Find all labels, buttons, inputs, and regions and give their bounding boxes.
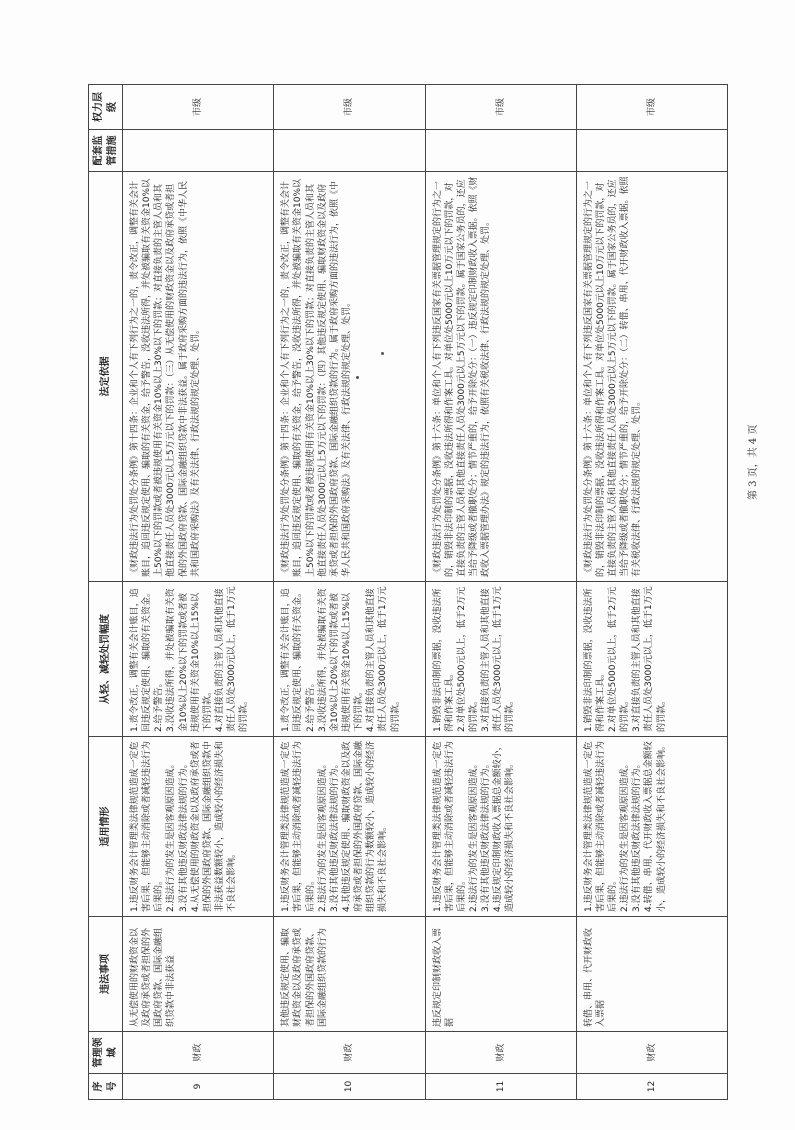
cell-penalty-line: 4.对直接负责的主管人员和其他直接责任人员处3000元以上，低于1万元的罚款。 bbox=[366, 586, 401, 732]
cell-field: 财政 bbox=[123, 1032, 274, 1074]
table-row bbox=[576, 85, 727, 1100]
table-row bbox=[123, 85, 274, 1100]
cell-scenario-line: 1.违反财务会计管理类法律规范造成一定危害后果，但能够主动消除或者减轻违法行为后果的。 bbox=[281, 740, 316, 912]
rotated-table-wrapper bbox=[88, 85, 728, 1100]
header-measures: 配套监管措施 bbox=[89, 130, 123, 172]
cell-scenario bbox=[274, 737, 425, 917]
cell-basis: 《财政违法行为处罚处分条例》第十六条：单位和个人有下列违反国家有关票据管理规定的行为之一的，销毁非法印制的票据，没收违法所得和作案工具。对单位处5000元以上10万元以下的罚款，对直接负责的主管人员和其他直接责任人员处3000元以上5万元以下的罚款。属于国家公务员的，还应当给予降级或者撤职处分；情节严重的，给予开除处分：（二）转借、串用、代开财政收入票据。依照有关税收法律、行政法规的规定处理、处罚。 bbox=[576, 172, 727, 582]
cell-item: 从无偿使用的财政资金以及政府承贷或者担保的外国政府贷款、国际金融组织贷款中非法获益 bbox=[123, 917, 274, 1032]
header-penalty: 从轻、减轻处罚幅度 bbox=[89, 582, 123, 737]
cell-penalty-line: 3.没收违法所得，并处被骗取有关资金10%以上20%以下的罚款或者被违规使用有关资金10%以上15%以下的罚款。 bbox=[317, 588, 365, 732]
cell-penalty-line: 2.对单位处5000元以上，低于2万元的罚款。 bbox=[608, 586, 631, 732]
cell-penalty-line: 1.销毁非法印制的票据，没收违法所得和作案工具。 bbox=[432, 588, 455, 732]
cell-scenario-line: 1.违反财务会计管理类法律规范造成一定危害后果，但能够主动消除或者减轻违法行为后果的。 bbox=[583, 740, 619, 912]
cell-scenario-line: 1.违反财务会计管理类法律规范造成一定危害后果，但能够主动消除或者减轻违法行为后果的。 bbox=[130, 740, 165, 912]
cell-measures bbox=[123, 130, 274, 172]
header-field: 管理领域 bbox=[89, 1032, 123, 1074]
cell-scenario bbox=[123, 737, 274, 917]
cell-penalty-line: 1.责令改正，调整有关会计账目，追回违反规定使用、骗取的有关资金。 bbox=[130, 587, 153, 732]
cell-penalty-line: 3.没收违法所得，并处被骗取有关资金10%以上20%以下的罚款或者被违规使用有关资金10%以上15%以下的罚款。 bbox=[166, 588, 213, 732]
cell-scenario-line: 3.没有其他违反财政法律法规的行为。 bbox=[329, 759, 340, 912]
cell-penalty bbox=[576, 582, 727, 737]
table-row bbox=[425, 85, 576, 1100]
cell-penalty-line: 3.对直接负责的主管人员和其他直接责任人员处3000元以上，低于1万元的罚款。 bbox=[632, 586, 667, 732]
header-basis: 法定依据 bbox=[89, 172, 123, 582]
cell-penalty-line: 3.对直接负责的主管人员和其他直接责任人员处3000元以上，低于1万元的罚款。 bbox=[481, 586, 516, 732]
cell-basis: 《财政违法行为处罚处分条例》第十四条：企业和个人有下列行为之一的，责令改正，调整有关会计账目，追回违反规定使用、骗取的有关资金，给予警告，没收违法所得，并处被骗取有关资金10%以上50%以下的罚款或者被违规使用有关资金10%以上30%以下的罚款；对直接负责的主管人员和其他直接责任人员处3000元以上5万元以下的罚款：（三）从无偿使用的财政资金以及政府承贷或者担保的外国政府贷款、国际金融组织贷款中非法获益。属于政府采购方面的违法行为，依照《中华人民共和国政府采购法》及有关法律、行政法规的规定处理、处罚。 bbox=[123, 172, 274, 582]
cell-seq: 9 bbox=[123, 1074, 274, 1100]
header-level: 权力层级 bbox=[89, 85, 123, 130]
cell-measures bbox=[576, 130, 727, 172]
cell-field: 财政 bbox=[425, 1032, 576, 1074]
cell-penalty-line: 1.销毁非法印制的票据，没收违法所得和作案工具。 bbox=[583, 588, 606, 732]
header-seq: 序号 bbox=[89, 1074, 123, 1100]
cell-penalty-line: 4.对直接负责的主管人员和其他直接责任人员处3000元以上，低于1万元的罚款。 bbox=[214, 586, 250, 732]
cell-level: 市级 bbox=[425, 85, 576, 130]
cell-measures bbox=[274, 130, 425, 172]
header-row bbox=[89, 85, 123, 1100]
cell-level: 市级 bbox=[123, 85, 274, 130]
cell-level: 市级 bbox=[576, 85, 727, 130]
cell-basis: 《财政违法行为处罚处分条例》第十四条：企业和个人有下列行为之一的，责令改正，调整有关会计账目，追回违反规定使用、骗取的有关资金，给予警告，没收违法所得，并处被骗取有关资金10%以上50%以下的罚款或者被违规使用有关资金10%以上30%以下的罚款；对直接负责的主管人员和其他直接责任人员处3000元以上5万元以下的罚款：（四）其他违反规定使用、骗取财政资金以及政府承贷或者担保的外国政府贷款、国际金融组织贷款的行为。属于政府采购方面的违法行为，依照《中华人民共和国政府采购法》及有关法律、行政法规的规定处理、处罚。 bbox=[274, 172, 425, 582]
cell-item: 其他违反规定使用、骗取财政资金以及政府承贷或者担保的外国政府贷款、国际金融组织贷款的行为 bbox=[274, 917, 425, 1032]
cell-scenario-line: 1.违反财务会计管理类法律规范造成一定危害后果，但能够主动消除或者减轻违法行为后果的。 bbox=[432, 740, 467, 912]
cell-penalty-line: 2.给予警告。 bbox=[154, 678, 165, 732]
cell-penalty-line: 1.责令改正，调整有关会计账目，追回违反规定使用、骗取的有关资金。 bbox=[281, 587, 304, 732]
cell-scenario-line: 3.没有其他违反财政法律法规的行为。 bbox=[178, 759, 189, 912]
cell-penalty-line: 2.对单位处5000元以上，低于2万元的罚款。 bbox=[456, 586, 479, 732]
penalty-table bbox=[88, 84, 728, 1100]
cell-seq: 12 bbox=[576, 1074, 727, 1100]
cell-scenario bbox=[576, 737, 727, 917]
cell-item: 转借、串用、代开财政收入票据 bbox=[576, 917, 727, 1032]
cell-scenario-line: 4.其他违反规定使用、骗取财政资金以及政府承贷或者担保的外国政府贷款、国际金融组织贷款的行为数额较小，造成较小的经济损失和不良社会影响。 bbox=[341, 740, 389, 912]
cell-penalty bbox=[123, 582, 274, 737]
cell-scenario-line: 4.违反规定印制财政收入票据总金额较小，造成较小的经济损失和不良社会影响。 bbox=[493, 741, 516, 912]
cell-level: 市级 bbox=[274, 85, 425, 130]
cell-scenario-line: 2.违法行为的发生是因客观原因造成。 bbox=[317, 759, 328, 912]
cell-field: 财政 bbox=[274, 1032, 425, 1074]
cell-scenario-line: 4.从无偿使用的财政资金以及政府承贷或者担保的外国政府贷款、国际金融组织贷款中非法获益数额较小，造成较小的经济损失和不良社会影响。 bbox=[190, 740, 238, 912]
cell-measures bbox=[425, 130, 576, 172]
cell-seq: 11 bbox=[425, 1074, 576, 1100]
cell-seq: 10 bbox=[274, 1074, 425, 1100]
cell-scenario-line: 4.转借、串用、代开财政收入票据总金额较小，造成较小的经济损失和不良社会影响。 bbox=[644, 740, 667, 912]
page-footer: 第 3 页，共 4 页 bbox=[748, 424, 759, 500]
cell-item: 违反规定印制财政收入票据 bbox=[425, 917, 576, 1032]
cell-penalty-line: 2.给予警告。 bbox=[305, 678, 316, 732]
cell-scenario-line: 2.违法行为的发生是因客观原因造成。 bbox=[166, 759, 177, 912]
cell-field: 财政 bbox=[576, 1032, 727, 1074]
cell-scenario-line: 2.违法行为的发生是因客观原因造成。 bbox=[468, 759, 479, 912]
header-item: 违法事项 bbox=[89, 917, 123, 1032]
cell-scenario bbox=[425, 737, 576, 917]
table-row bbox=[274, 85, 425, 1100]
cell-penalty bbox=[274, 582, 425, 737]
cell-scenario-line: 3.没有其他违反财政法律法规的行为。 bbox=[481, 759, 492, 912]
cell-basis: 《财政违法行为处罚处分条例》第十六条：单位和个人有下列违反国家有关票据管理规定的行为之一的，销毁非法印制的票据，没收违法所得和作案工具。对单位处5000元以上10万元以下的罚款，对直接负责的主管人员和其他直接责任人员处3000元以上5万元以下的罚款。属于国家公务员的，还应当给予降级或者撤职处分；情节严重的，给予开除处分：（一）违反规定印制财政收入票据。依照《财政收入票据管理办法》规定的违法行为，依照有关税收法律、行政法规的规定处理、处罚。 bbox=[425, 172, 576, 582]
cell-scenario-line: 2.违法行为的发生是因客观原因造成。 bbox=[620, 759, 631, 912]
header-scenario: 适用情形 bbox=[89, 737, 123, 917]
cell-scenario-line: 3.没有其他违反财政法律法规的行为。 bbox=[632, 759, 643, 912]
cell-penalty bbox=[425, 582, 576, 737]
